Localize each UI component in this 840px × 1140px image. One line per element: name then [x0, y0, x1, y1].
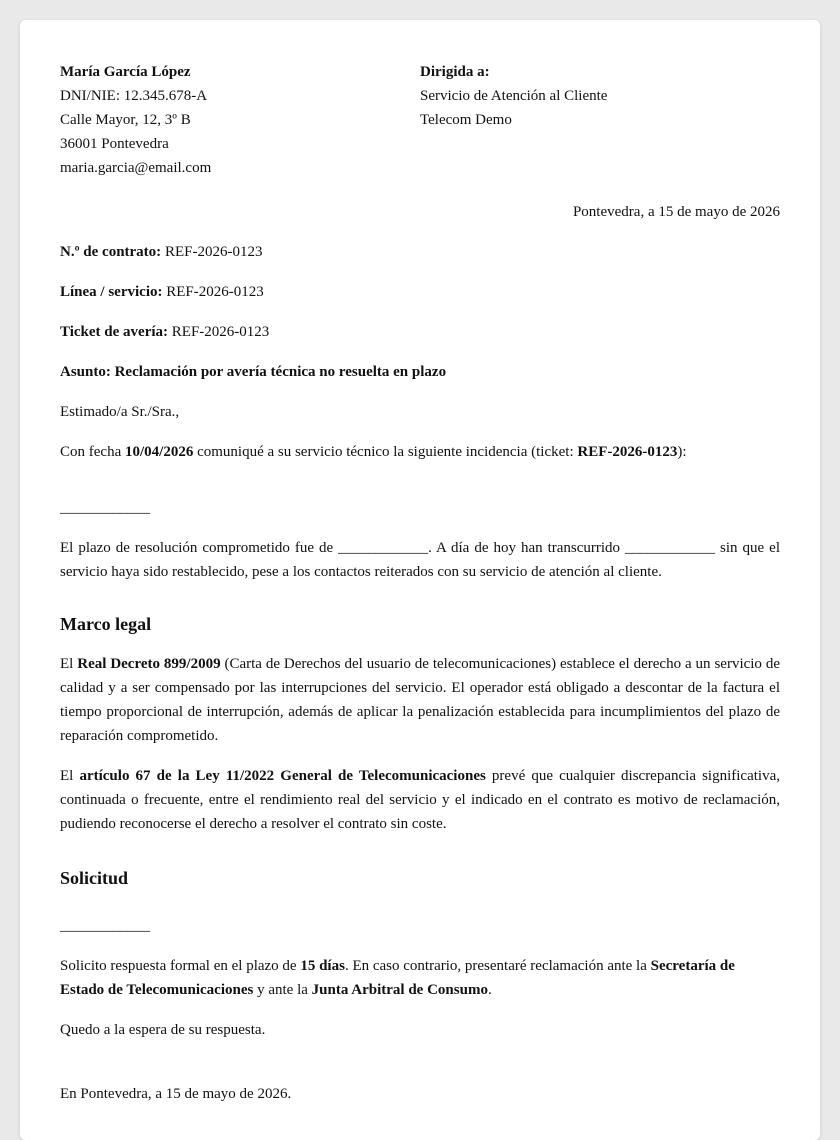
request-paragraph — [60, 954, 780, 1002]
recipient-label: Dirigida a: — [420, 64, 490, 80]
request-text-1: Solicito respuesta formal en el plazo de — [60, 958, 301, 974]
recipient-block — [420, 60, 780, 180]
request-text-4: . — [487, 982, 492, 998]
request-heading: Solicitud — [60, 868, 129, 888]
legal-p1-bold: Real Decreto 899/2009 — [77, 656, 221, 672]
intro-text-3: ): — [677, 444, 687, 460]
request-authority-2: Junta Arbitral de Consumo — [311, 982, 488, 998]
recipient-line1: Servicio de Atención al Cliente — [420, 88, 608, 104]
contract-label: N.º de contrato: — [60, 244, 162, 260]
intro-paragraph — [60, 440, 780, 464]
line-label: Línea / servicio: — [60, 284, 163, 300]
sender-city: 36001 Pontevedra — [60, 136, 169, 152]
deadline-text-1: El plazo de resolución comprometido fue de — [60, 540, 339, 556]
sender-address: Calle Mayor, 12, 3º B — [60, 112, 191, 128]
greeting: Estimado/a Sr./Sra., — [60, 404, 180, 420]
letter-header — [60, 60, 780, 180]
intro-text-1: Con fecha — [60, 444, 125, 460]
deadline-blank-1: ____________ — [338, 540, 429, 556]
sender-id: DNI/NIE: 12.345.678-A — [60, 88, 208, 104]
ticket-value: REF-2026-0123 — [171, 324, 270, 340]
ticket-label: Ticket de avería: — [60, 324, 169, 340]
line-field — [60, 280, 780, 304]
deadline-paragraph — [60, 536, 780, 584]
legal-heading: Marco legal — [60, 614, 152, 634]
letter-page — [20, 20, 820, 1140]
signoff-line: En Pontevedra, a 15 de mayo de 2026. — [60, 1086, 292, 1102]
intro-ticket: REF-2026-0123 — [577, 444, 678, 460]
legal-p2-text-2: prevé que cualquier discrepancia significativa, continuada o frecuente, entre el rendimiento real del servicio y el indicado en el contrato es motivo de reclamación, pudiendo reconocerse el derecho a resolver el contrato sin coste. — [60, 768, 780, 832]
ticket-field — [60, 320, 780, 344]
line-value: REF-2026-0123 — [166, 284, 264, 300]
contract-field — [60, 240, 780, 264]
sender-name: María García López — [60, 64, 191, 80]
legal-paragraph-1 — [60, 652, 780, 748]
incident-blank-line: ____________ — [60, 500, 150, 516]
legal-p2-bold: artículo 67 de la Ley 11/2022 General de Telecomunicaciones — [79, 768, 486, 784]
recipient-line2: Telecom Demo — [420, 112, 512, 128]
deadline-text-2: . A día de hoy han transcurrido — [428, 540, 626, 556]
legal-paragraph-2 — [60, 764, 780, 836]
sender-block — [60, 60, 420, 180]
request-authority-1: Secretaría de Estado de Telecomunicaciones — [60, 958, 735, 998]
intro-text-2: comuniqué a su servicio técnico la siguiente incidencia (ticket: — [193, 444, 578, 460]
closing-line: Quedo a la espera de su respuesta. — [60, 1022, 266, 1038]
sender-email: maria.garcia@email.com — [60, 160, 212, 176]
contract-value: REF-2026-0123 — [164, 244, 263, 260]
legal-p1-text-1: El — [60, 656, 78, 672]
letter-date: Pontevedra, a 15 de mayo de 2026 — [572, 204, 780, 220]
request-deadline: 15 días — [300, 958, 345, 974]
request-blank-line: ____________ — [60, 918, 150, 934]
request-text-2: . En caso contrario, presentaré reclamación ante la — [344, 958, 651, 974]
legal-p1-text-2: (Carta de Derechos del usuario de telecomunicaciones) establece el derecho a un servicio de calidad y a ser compensado por las interrupciones del servicio. El operador está obligado a descontar de la factura el tiempo proporcional de interrupción, además de aplicar la penalización establecida para incumplimientos del plazo de reparación comprometido. — [60, 656, 780, 744]
legal-p2-text-1: El — [60, 768, 80, 784]
deadline-blank-2: ____________ — [625, 540, 716, 556]
subject-line: Asunto: Reclamación por avería técnica no resuelta en plazo — [60, 364, 447, 380]
request-text-3: y ante la — [253, 982, 312, 998]
incident-date: 10/04/2026 — [124, 444, 194, 460]
deadline-text-3: sin que el servicio haya sido restablecido, pese a los contactos reiterados con su servicio de atención al cliente. — [60, 540, 780, 580]
